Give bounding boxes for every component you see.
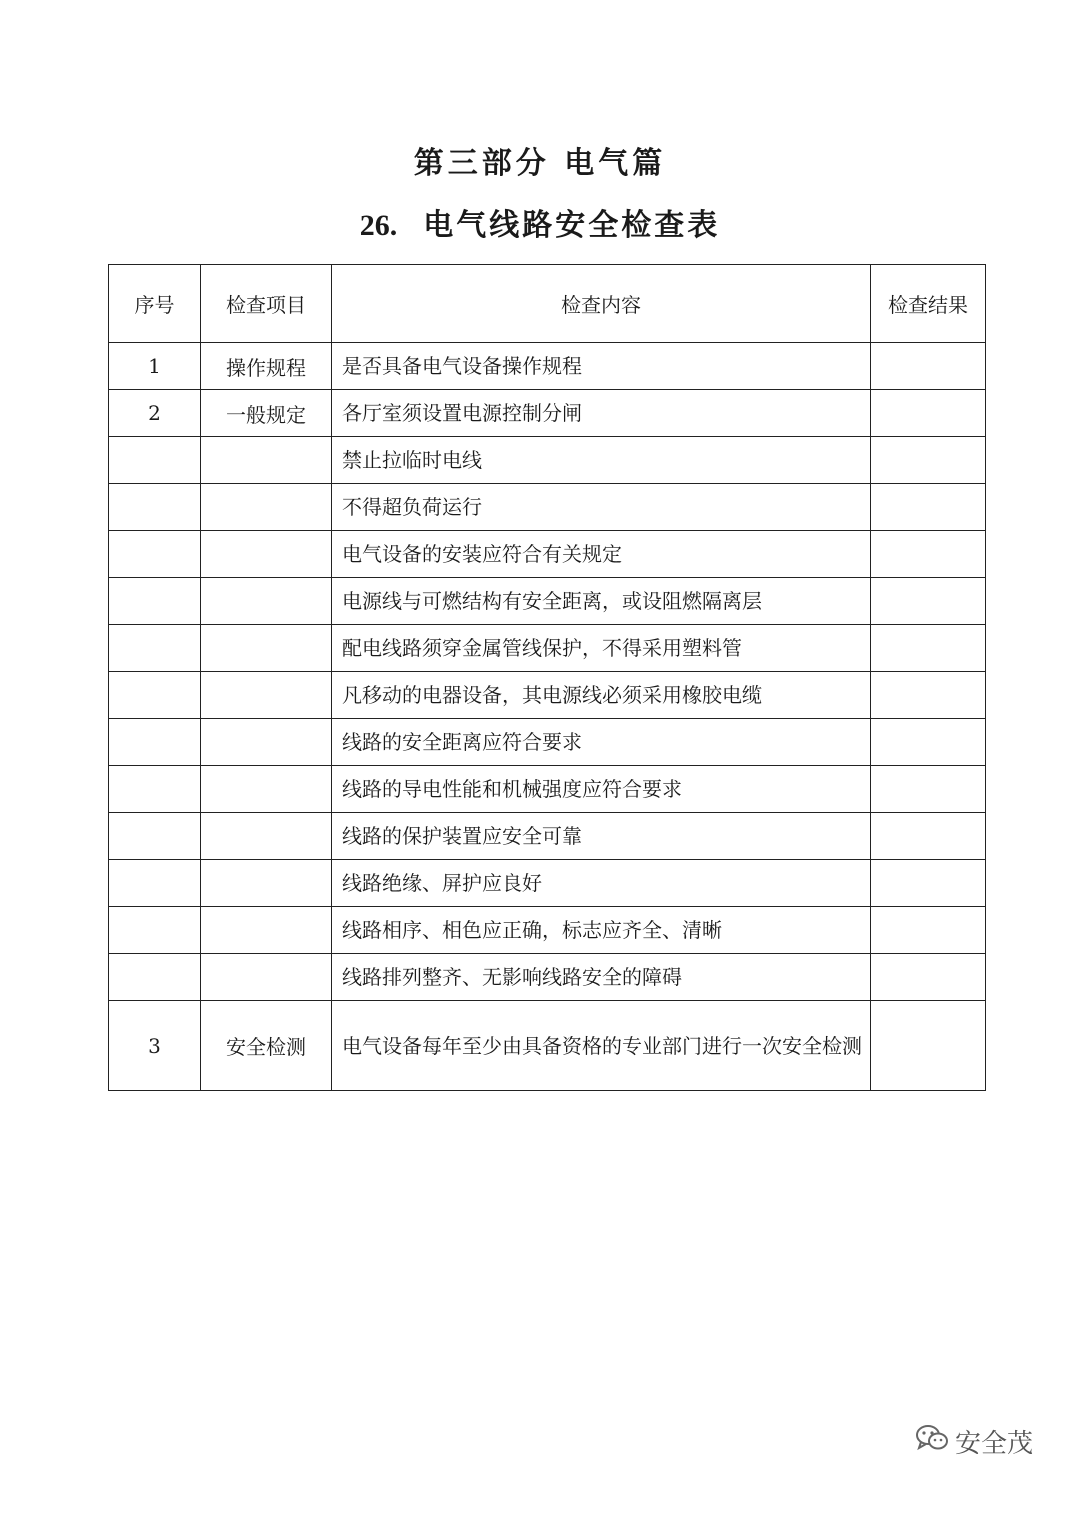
cell-item	[201, 531, 332, 578]
cell-no	[109, 719, 201, 766]
cell-result	[871, 954, 986, 1001]
table-header-row	[109, 265, 986, 343]
cell-no	[109, 813, 201, 860]
table-row	[109, 672, 986, 719]
cell-result	[871, 672, 986, 719]
watermark	[915, 1423, 1033, 1460]
cell-no	[109, 954, 201, 1001]
cell-result	[871, 719, 986, 766]
table-row	[109, 954, 986, 1001]
cell-no: 3	[109, 1001, 201, 1091]
cell-result	[871, 390, 986, 437]
cell-item	[201, 813, 332, 860]
cell-content: 线路的保护装置应安全可靠	[332, 813, 871, 860]
cell-result	[871, 625, 986, 672]
cell-result	[871, 484, 986, 531]
cell-content: 电气设备的安装应符合有关规定	[332, 531, 871, 578]
cell-item: 安全检测	[201, 1001, 332, 1091]
table-row	[109, 625, 986, 672]
cell-no	[109, 484, 201, 531]
table-row	[109, 1001, 986, 1091]
header-result: 检查结果	[871, 265, 986, 343]
cell-item	[201, 719, 332, 766]
cell-no	[109, 860, 201, 907]
watermark-text: 安全茂	[955, 1429, 1034, 1459]
table-number: 26.	[359, 209, 398, 242]
cell-content: 不得超负荷运行	[332, 484, 871, 531]
cell-item	[201, 578, 332, 625]
wechat-icon	[915, 1423, 949, 1460]
cell-item	[201, 766, 332, 813]
inspection-table	[108, 264, 986, 1091]
cell-result	[871, 437, 986, 484]
table-title-text: 电气线路安全检查表	[423, 208, 721, 243]
cell-result	[871, 1001, 986, 1091]
cell-item	[201, 672, 332, 719]
table-row	[109, 813, 986, 860]
cell-content: 凡移动的电器设备，其电源线必须采用橡胶电缆	[332, 672, 871, 719]
table-row	[109, 578, 986, 625]
header-content: 检查内容	[332, 265, 871, 343]
cell-content: 线路的安全距离应符合要求	[332, 719, 871, 766]
cell-content: 是否具备电气设备操作规程	[332, 343, 871, 390]
part-title: 第三部分 电气篇	[413, 146, 667, 181]
table-row	[109, 860, 986, 907]
cell-no: 1	[109, 343, 201, 390]
cell-item	[201, 860, 332, 907]
cell-item	[201, 625, 332, 672]
cell-no: 2	[109, 390, 201, 437]
cell-no	[109, 672, 201, 719]
cell-no	[109, 766, 201, 813]
cell-result	[871, 860, 986, 907]
table-row	[109, 531, 986, 578]
cell-result	[871, 813, 986, 860]
cell-result	[871, 578, 986, 625]
cell-content: 线路相序、相色应正确，标志应齐全、清晰	[332, 907, 871, 954]
cell-content: 各厅室须设置电源控制分闸	[332, 390, 871, 437]
table-row	[109, 766, 986, 813]
header-no: 序号	[109, 265, 201, 343]
cell-content: 线路绝缘、屏护应良好	[332, 860, 871, 907]
cell-no	[109, 907, 201, 954]
cell-content: 禁止拉临时电线	[332, 437, 871, 484]
table-title	[0, 200, 1080, 244]
cell-result	[871, 907, 986, 954]
table-row	[109, 437, 986, 484]
cell-content: 电气设备每年至少由具备资格的专业部门进行一次安全检测	[332, 1001, 871, 1091]
table-row	[109, 907, 986, 954]
table-row	[109, 484, 986, 531]
table-row	[109, 719, 986, 766]
header-item: 检查项目	[201, 265, 332, 343]
cell-item: 一般规定	[201, 390, 332, 437]
cell-result	[871, 343, 986, 390]
cell-content: 配电线路须穿金属管线保护，不得采用塑料管	[332, 625, 871, 672]
cell-item	[201, 484, 332, 531]
cell-item	[201, 907, 332, 954]
cell-no	[109, 437, 201, 484]
cell-item: 操作规程	[201, 343, 332, 390]
cell-content: 电源线与可燃结构有安全距离，或设阻燃隔离层	[332, 578, 871, 625]
cell-item	[201, 437, 332, 484]
cell-result	[871, 766, 986, 813]
cell-no	[109, 625, 201, 672]
cell-no	[109, 531, 201, 578]
cell-content: 线路排列整齐、无影响线路安全的障碍	[332, 954, 871, 1001]
table-row	[109, 343, 986, 390]
table-row	[109, 390, 986, 437]
cell-no	[109, 578, 201, 625]
cell-item	[201, 954, 332, 1001]
cell-content: 线路的导电性能和机械强度应符合要求	[332, 766, 871, 813]
cell-result	[871, 531, 986, 578]
